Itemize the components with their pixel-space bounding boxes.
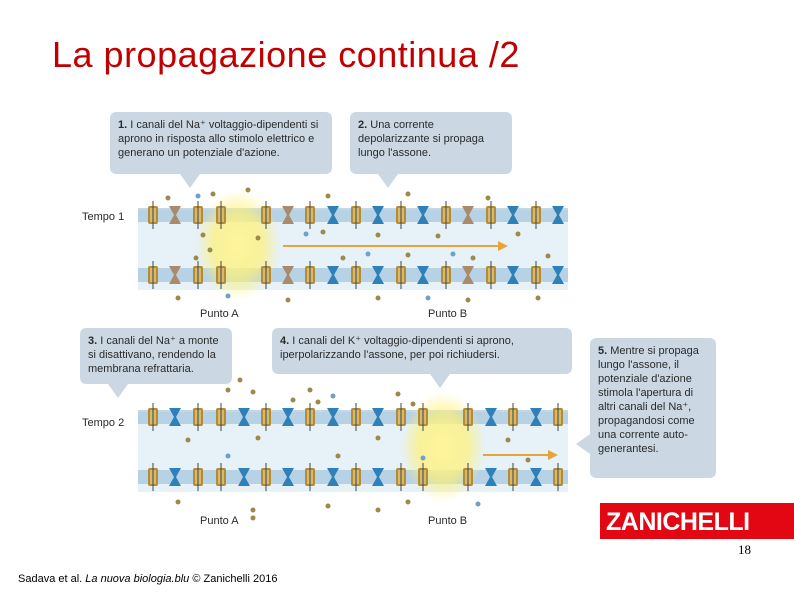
citation-before: Sadava et al.	[18, 573, 86, 585]
callout-1-number: 1.	[118, 119, 128, 131]
zanichelli-logo	[600, 503, 794, 539]
callout-1-tail	[180, 174, 200, 188]
callout-3-text: I canali del Na⁺ a monte si disattivano, rendendo la membrana refrattaria.	[88, 335, 219, 375]
callout-5	[590, 338, 716, 478]
callout-3-number: 3.	[88, 335, 98, 347]
callout-1	[110, 112, 332, 174]
punto-b-label-1: Punto B	[428, 308, 468, 320]
page-number: 18	[738, 542, 751, 557]
callout-4	[272, 328, 572, 374]
callout-3	[80, 328, 232, 384]
callout-4-text: I canali del K⁺ voltaggio-dipendenti si aprono, iperpolarizzando l'assone, per poi richiudersi.	[280, 335, 514, 361]
tempo-1-label: Tempo 1	[82, 211, 125, 223]
slide-title: La propagazione continua /2	[52, 34, 520, 75]
punto-a-label-2: Punto A	[200, 515, 239, 527]
logo-text: ZANICHELLI	[606, 508, 750, 536]
callout-2-number: 2.	[358, 119, 368, 131]
callout-4-number: 4.	[280, 335, 290, 347]
tempo-2-label: Tempo 2	[82, 417, 125, 429]
citation-after: © Zanichelli 2016	[189, 573, 278, 585]
citation	[18, 573, 277, 585]
callout-3-tail	[108, 384, 128, 398]
callout-2	[350, 112, 512, 174]
callout-5-text: Mentre si propaga lungo l'assone, il potenziale d'azione stimola l'apertura di altri canali del Na⁺, propagandosi come una corrente auto-generantesi.	[598, 345, 699, 455]
callout-1-text: I canali del Na⁺ voltaggio-dipendenti si aprono in risposta allo stimolo elettrico e generano un potenziale d'azione.	[118, 119, 319, 159]
callout-5-number: 5.	[598, 345, 608, 357]
callout-4-tail	[430, 374, 450, 388]
callout-2-tail	[378, 174, 398, 188]
callout-5-tail	[576, 434, 590, 454]
callout-2-text: Una corrente depolarizzante si propaga lungo l'assone.	[358, 119, 484, 159]
axon-time-1	[138, 188, 568, 303]
citation-title: La nuova biologia.blu	[85, 573, 190, 585]
punto-a-label-1: Punto A	[200, 308, 239, 320]
punto-b-label-2: Punto B	[428, 515, 468, 527]
axon-time-2	[138, 378, 568, 521]
